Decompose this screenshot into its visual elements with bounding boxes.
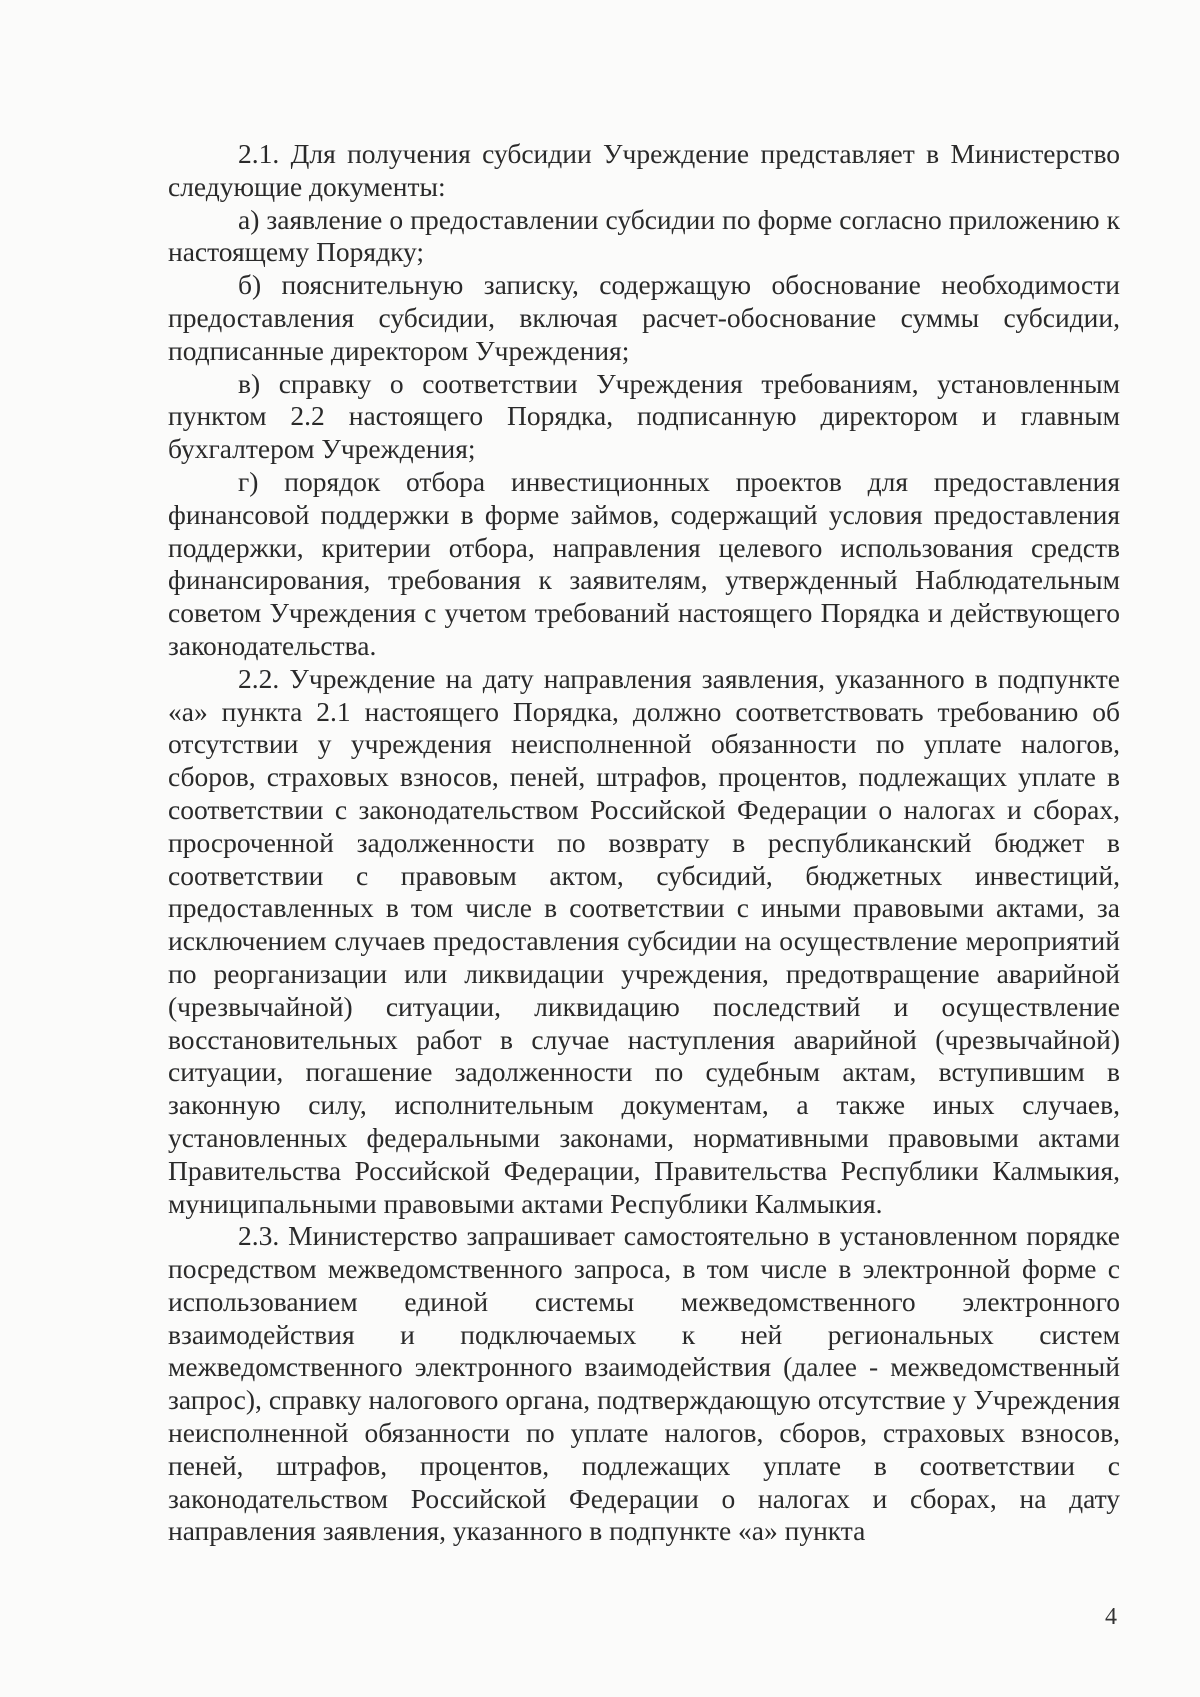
paragraph-2-1-b: б) пояснительную записку, содержащую обоснование необходимости предоставления субсидии, включая расчет-обоснование суммы субсидии, подписанные директором Учреждения;	[168, 269, 1120, 366]
paragraph-2-2: 2.2. Учреждение на дату направления заявления, указанного в подпункте «а» пункта 2.1 настоящего Порядка, должно соответствовать требованию об отсутствии у учреждения неисполненной обязанности по уплате налогов, сборов, страховых взносов, пеней, штрафов, процентов, подлежащих уплате в соответствии с законодательством Российской Федерации о налогах и сборах, просроченной задолженности по возврату в республиканский бюджет в соответствии с правовым актом, субсидий, бюджетных инвестиций, предоставленных в том числе в соответствии с иными правовыми актами, за исключением случаев предоставления субсидии на осуществление мероприятий по реорганизации или ликвидации учреждения, предотвращение аварийной (чрезвычайной) ситуации, ликвидацию последствий и осуществление восстановительных работ в случае наступления аварийной (чрезвычайной) ситуации, погашение задолженности по судебным актам, вступившим в законную силу, исполнительным документам, а также иных случаев, установленных федеральными законами, нормативными правовыми актами Правительства Российской Федерации, Правительства Республики Калмыкия, муниципальными правовыми актами Республики Калмыкия.	[168, 662, 1120, 1219]
paragraph-2-3: 2.3. Министерство запрашивает самостоятельно в установленном порядке посредством межведомственного запроса, в том числе в электронной форме с использованием единой системы межведомственного электронного взаимодействия и подключаемых к ней региональных систем межведомственного электронного взаимодействия (далее - межведомственный запрос), справку налогового органа, подтверждающую отсутствие у Учреждения неисполненной обязанности по уплате налогов, сборов, страховых взносов, пеней, штрафов, процентов, подлежащих уплате в соответствии с законодательством Российской Федерации о налогах и сборах, на дату направления заявления, указанного в подпункте «а» пункта	[168, 1220, 1120, 1547]
paragraph-2-1-a: а) заявление о предоставлении субсидии по форме согласно приложению к настоящему Порядку;	[168, 203, 1120, 268]
paragraph-2-1: 2.1. Для получения субсидии Учреждение представляет в Министерство следующие документы:	[168, 138, 1120, 202]
paragraph-2-1-v: в) справку о соответствии Учреждения требованиям, установленным пунктом 2.2 настоящего Порядка, подписанную директором и главным бухгалтером Учреждения;	[168, 367, 1120, 465]
paragraph-2-1-g: г) порядок отбора инвестиционных проектов для предоставления финансовой поддержки в форме займов, содержащий условия предоставления поддержки, критерии отбора, направления целевого использования средств финансирования, требования к заявителям, утвержденный Наблюдательным советом Учреждения с учетом требований настоящего Порядка и действующего законодательства.	[168, 465, 1120, 661]
document-body	[168, 138, 1120, 1548]
page-number: 4	[1105, 1604, 1117, 1630]
